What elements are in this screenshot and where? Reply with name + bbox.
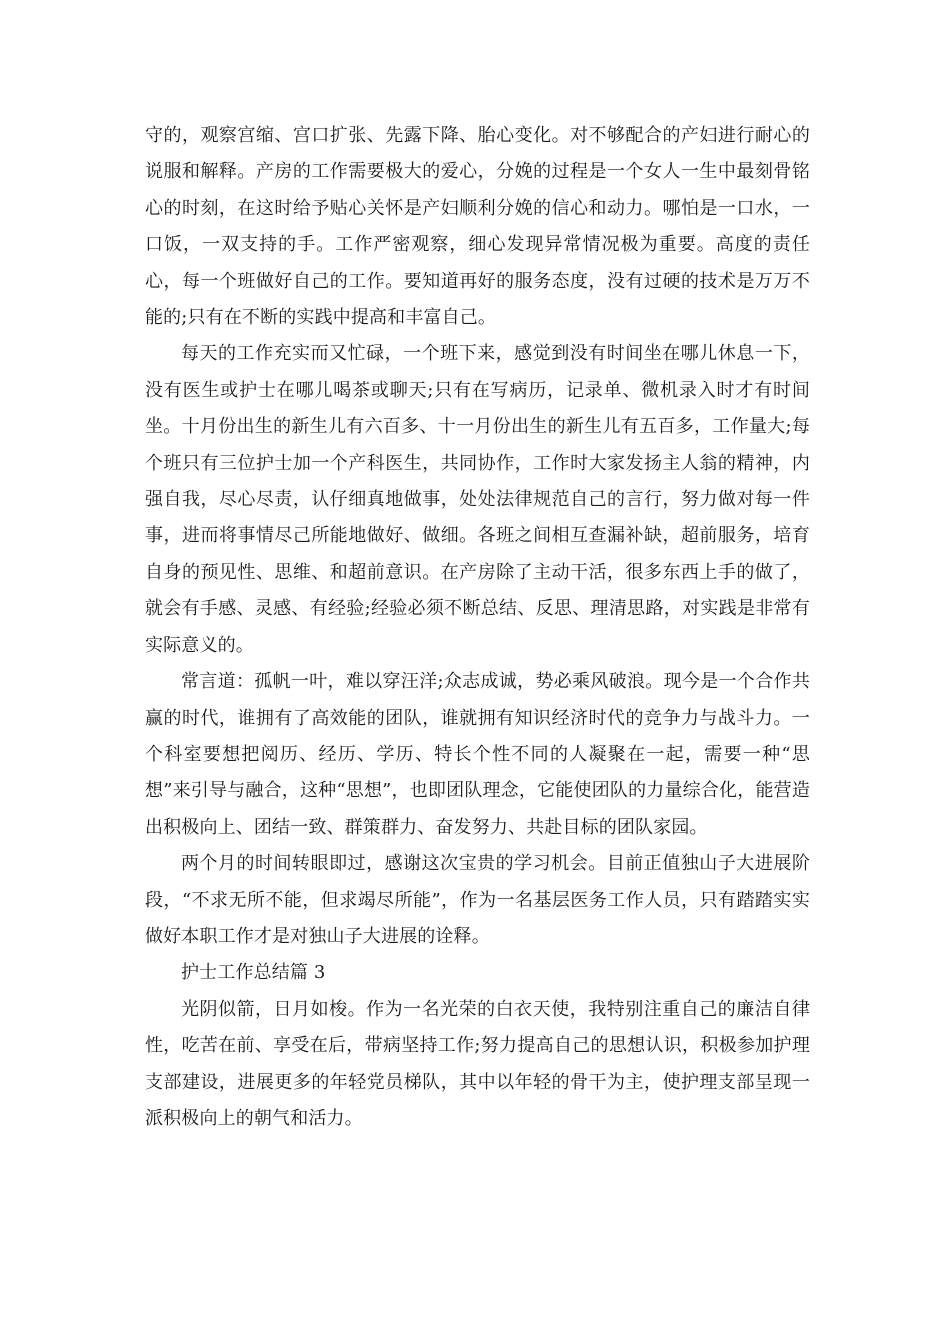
section-heading: 护士工作总结篇 3 — [181, 962, 326, 984]
paragraph-5: 光阴似箭，日月如梭。作为一名光荣的白衣天使，我特别注重自己的廉洁自律性，吃苦在前、享受在后，带病坚持工作;努力提高自己的思想认识，积极参加护理支部建设，进展更多的年轻党员梯队，其中以年轻的骨干为主，使护理支部呈现一派积极向上的朝气和活力。 — [145, 998, 810, 1129]
paragraph-4: 两个月的时间转眼即过，感谢这次宝贵的学习机会。目前正值独山子大进展阶段，“不求无所不能，但求竭尽所能”，作为一名基层医务工作人员，只有踏踏实实做好本职工作才是对独山子大进展的诠释。 — [145, 853, 810, 947]
paragraph-3: 常言道：孤帆一叶，难以穿汪洋;众志成诚，势必乘风破浪。现今是一个合作共赢的时代，谁拥有了高效能的团队，谁就拥有知识经济时代的竞争力与战斗力。一个科室要想把阅历、经历、学历、特长个性不同的人凝聚在一起，需要一种“思想”来引导与融合，这种“思想”，也即团队理念，它能使团队的力量综合化，能营造出积极向上、团结一致、群策群力、奋发努力、共赴目标的团队家园。 — [145, 671, 810, 838]
document-body — [145, 118, 810, 1137]
paragraph-2: 每天的工作充实而又忙碌，一个班下来，感觉到没有时间坐在哪儿休息一下，没有医生或护士在哪儿喝茶或聊天;只有在写病历，记录单、微机录入时才有时间坐。十月份出生的新生儿有六百多、十一月份出生的新生儿有五百多，工作量大;每个班只有三位护士加一个产科医生，共同协作，工作时大家发扬主人翁的精神，内强自我，尽心尽责，认仔细真地做事，处处法律规范自己的言行，努力做对每一件事，进而将事情尽己所能地做好、做细。各班之间相互查漏补缺，超前服务，培育自身的预见性、思维、和超前意识。在产房除了主动干活，很多东西上手的做了，就会有手感、灵感、有经验;经验必须不断总结、反思、理清思路，对实践是非常有实际意义的。 — [145, 343, 810, 656]
paragraph-1: 守的，观察宫缩、宫口扩张、先露下降、胎心变化。对不够配合的产妇进行耐心的说服和解释。产房的工作需要极大的爱心，分娩的过程是一个女人一生中最刻骨铭心的时刻，在这时给予贴心关怀是产妇顺利分娩的信心和动力。哪怕是一口水，一口饭，一双支持的手。工作严密观察，细心发现异常情况极为重要。高度的责任心，每一个班做好自己的工作。要知道再好的服务态度，没有过硬的技术是万万不能的;只有在不断的实践中提高和丰富自己。 — [145, 125, 810, 329]
